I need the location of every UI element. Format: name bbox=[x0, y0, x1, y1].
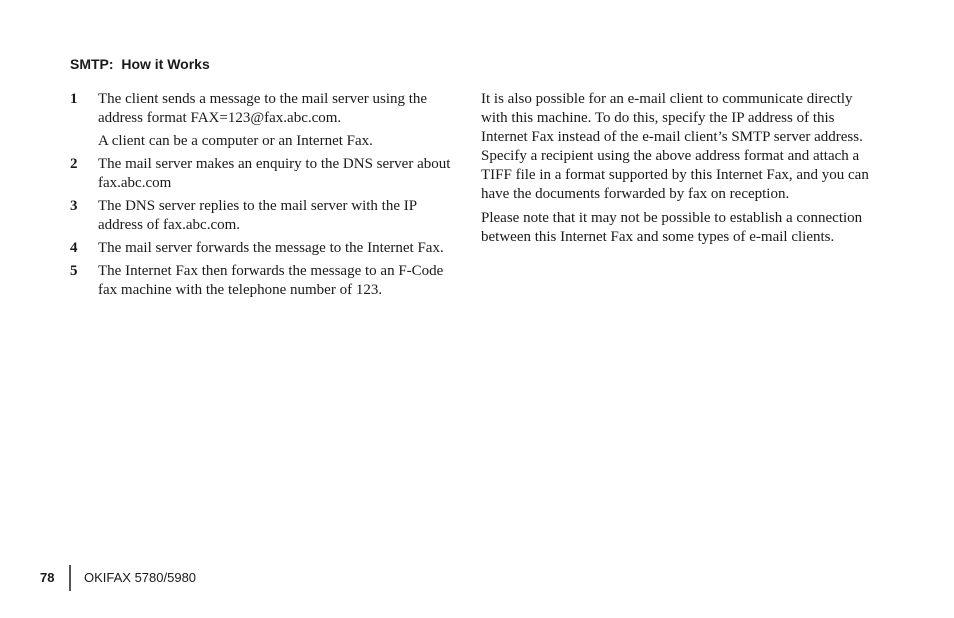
paragraph-note: Please note that it may not be possible to establish a connection between this Internet Fax and some types of e-mail clients. bbox=[481, 210, 863, 245]
step-item bbox=[70, 239, 462, 258]
step-text: The mail server forwards the message to the Internet Fax. bbox=[98, 240, 444, 256]
step-item bbox=[70, 90, 462, 128]
page-number: 78 bbox=[40, 570, 55, 585]
step-text: The mail server makes an enquiry to the DNS server about fax.abc.com bbox=[98, 156, 451, 191]
step-item bbox=[70, 155, 462, 193]
step-item bbox=[70, 197, 462, 235]
step-text: The DNS server replies to the mail server with the IP address of fax.abc.com. bbox=[98, 198, 417, 233]
step-text: The client sends a message to the mail server using the address format FAX=123@fax.abc.com. bbox=[98, 91, 428, 126]
steps-column bbox=[70, 90, 462, 304]
step-number: 5 bbox=[70, 263, 78, 279]
footer-divider bbox=[69, 565, 71, 591]
step-number: 4 bbox=[70, 240, 78, 256]
section-heading: SMTP: How it Works bbox=[70, 56, 210, 72]
product-name: OKIFAX 5780/5980 bbox=[84, 570, 197, 585]
step-item bbox=[70, 262, 462, 300]
step-number: 1 bbox=[70, 91, 78, 107]
step-note: A client can be a computer or an Internet Fax. bbox=[98, 133, 373, 149]
step-number: 3 bbox=[70, 198, 78, 214]
paragraph-email-client: It is also possible for an e-mail client to communicate directly with this machine. To do this, specify the IP address of this Internet Fax instead of the e-mail client’s SMTP server address. Specify a recipient using the above address format and attach a TIFF file in a format supported by this Internet Fax, and you can have the documents forwarded by fax on reception. bbox=[481, 91, 869, 202]
step-number: 2 bbox=[70, 156, 78, 172]
step-text: The Internet Fax then forwards the message to an F-Code fax machine with the telephone number of 123. bbox=[98, 263, 444, 298]
explanation-column bbox=[481, 90, 873, 252]
